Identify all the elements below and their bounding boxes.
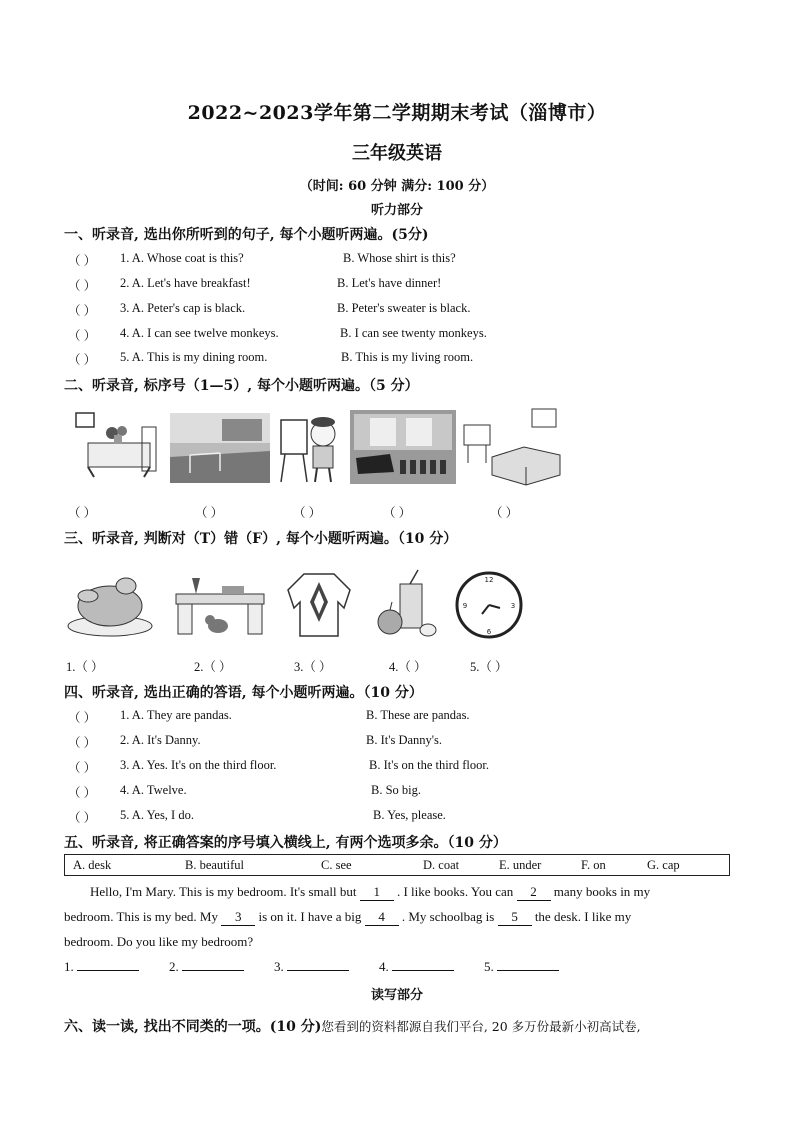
passage-line-2: bedroom. This is my bed. My 3 is on it. I have a big 4 . My schoolbag is 5 the desk. I like my [64, 909, 632, 924]
boy-painting-picture [277, 410, 343, 486]
answer-paren: （ ） [490, 506, 519, 520]
answer-paren: 4.（ ） [389, 660, 427, 674]
answer-paren: 3.（ ） [294, 660, 332, 674]
svg-text:9: 9 [462, 602, 468, 610]
option-b: B. These are pandas. [366, 708, 470, 722]
roast-chicken-picture [66, 570, 154, 640]
list-item: （ ） [68, 304, 97, 318]
answer-paren: （ ） [383, 506, 412, 520]
option-b: B. So big. [371, 783, 422, 797]
sports-field-picture [170, 413, 270, 483]
passage-line-1: Hello, I'm Mary. This is my bedroom. It's small but 1 . I like books. You can 2 many books in my [90, 884, 651, 899]
exam-meta: （时间: 60 分钟 满分: 100 分） [299, 179, 495, 194]
option-a: 5. A. This is my dining room. [120, 350, 268, 364]
reading-part-label: 读写部分 [370, 988, 423, 1003]
option-under: E. under [499, 858, 542, 872]
list-item: （ ） [68, 329, 97, 343]
option-b: B. Yes, please. [373, 808, 446, 822]
answer-paren: （ ） [68, 786, 97, 800]
option-a: 5. A. Yes, I do. [120, 808, 194, 822]
section-3-heading: 三、听录音, 判断对（T）错（F）, 每个小题听两遍。（10 分） [64, 531, 458, 547]
apple-juice-picture [374, 568, 438, 640]
option-a: 4. A. Twelve. [120, 783, 187, 797]
section-6-heading: 六、读一读, 找出不同类的一项。(10 分)您看到的资料都源自我们平台, 20 多万份最新小初高试卷, [64, 1019, 641, 1035]
section-2-heading: 二、听录音, 标序号（1—5）, 每个小题听两遍。（5 分） [64, 378, 419, 394]
sweater-picture [284, 568, 354, 640]
option-a: 2. A. It's Danny. [120, 733, 201, 747]
dining-table-picture [70, 405, 162, 485]
option-b: B. It's Danny's. [366, 733, 443, 747]
blank-5[interactable]: 5 [498, 909, 532, 926]
cat-under-desk-picture [172, 568, 268, 640]
listening-part-label: 听力部分 [370, 203, 423, 218]
blank-3[interactable]: 3 [221, 909, 255, 926]
clock-picture [454, 570, 524, 640]
answer-line-5: 5. [484, 959, 559, 975]
option-a: 3. A. Peter's cap is black. [120, 301, 246, 315]
answer-paren: 1.（ ） [66, 660, 104, 674]
answer-paren: （ ） [68, 811, 97, 825]
page-subtitle: 三年级英语 [352, 143, 442, 164]
option-b: B. Let's have dinner! [337, 276, 442, 290]
answer-line-3: 3. [274, 959, 349, 975]
option-desk: A. desk [73, 858, 112, 872]
option-b: B. Peter's sweater is black. [337, 301, 471, 315]
section-1-heading: 一、听录音, 选出你所听到的句子, 每个小题听两遍。(5分) [64, 227, 429, 243]
blank-1[interactable]: 1 [360, 884, 394, 901]
answer-paren: 2.（ ） [194, 660, 232, 674]
option-a: 4. A. I can see twelve monkeys. [120, 326, 279, 340]
option-b: B. Whose shirt is this? [343, 251, 456, 265]
answer-paren: （ ） [68, 711, 97, 725]
passage-line-3: bedroom. Do you like my bedroom? [64, 934, 254, 949]
page-title: 2022~2023学年第二学期期末考试（淄博市） [187, 102, 607, 124]
section-5-heading: 五、听录音, 将正确答案的序号填入横线上, 有两个选项多余。（10 分） [64, 835, 507, 851]
option-a: 1. A. Whose coat is this? [120, 251, 244, 265]
option-cap: G. cap [647, 858, 680, 872]
blank-2[interactable]: 2 [517, 884, 551, 901]
option-b: B. It's on the third floor. [369, 758, 489, 772]
option-on: F. on [581, 858, 606, 872]
answer-paren: （ ） [68, 736, 97, 750]
answer-line-4: 4. [379, 959, 454, 975]
answer-line-2: 2. [169, 959, 244, 975]
answer-paren: （ ） [195, 506, 224, 520]
answer-paren: 5.（ ） [470, 660, 508, 674]
option-a: 3. A. Yes. It's on the third floor. [120, 758, 277, 772]
option-a: 2. A. Let's have breakfast! [120, 276, 251, 290]
option-b: B. I can see twenty monkeys. [340, 326, 487, 340]
option-b: B. This is my living room. [341, 350, 474, 364]
option-beautiful: B. beautiful [185, 858, 245, 872]
blank-4[interactable]: 4 [365, 909, 399, 926]
bedroom-picture [462, 405, 564, 487]
list-item: （ ） [68, 353, 97, 367]
options-box [64, 854, 730, 876]
svg-text:6: 6 [486, 628, 492, 636]
list-item: （ ） [68, 279, 97, 293]
svg-text:12: 12 [484, 576, 494, 584]
answer-paren: （ ） [68, 506, 97, 520]
answer-paren: （ ） [293, 506, 322, 520]
section-4-heading: 四、听录音, 选出正确的答语, 每个小题听两遍。（10 分） [64, 685, 423, 701]
answer-line-1: 1. [64, 959, 139, 975]
option-see: C. see [321, 858, 352, 872]
music-room-picture [350, 410, 456, 484]
option-a: 1. A. They are pandas. [120, 708, 232, 722]
answer-paren: （ ） [68, 761, 97, 775]
source-note: 您看到的资料都源自我们平台, 20 多万份最新小初高试卷, [321, 1019, 641, 1034]
option-coat: D. coat [423, 858, 460, 872]
svg-text:3: 3 [510, 602, 516, 610]
list-item: （ ） [68, 254, 97, 268]
